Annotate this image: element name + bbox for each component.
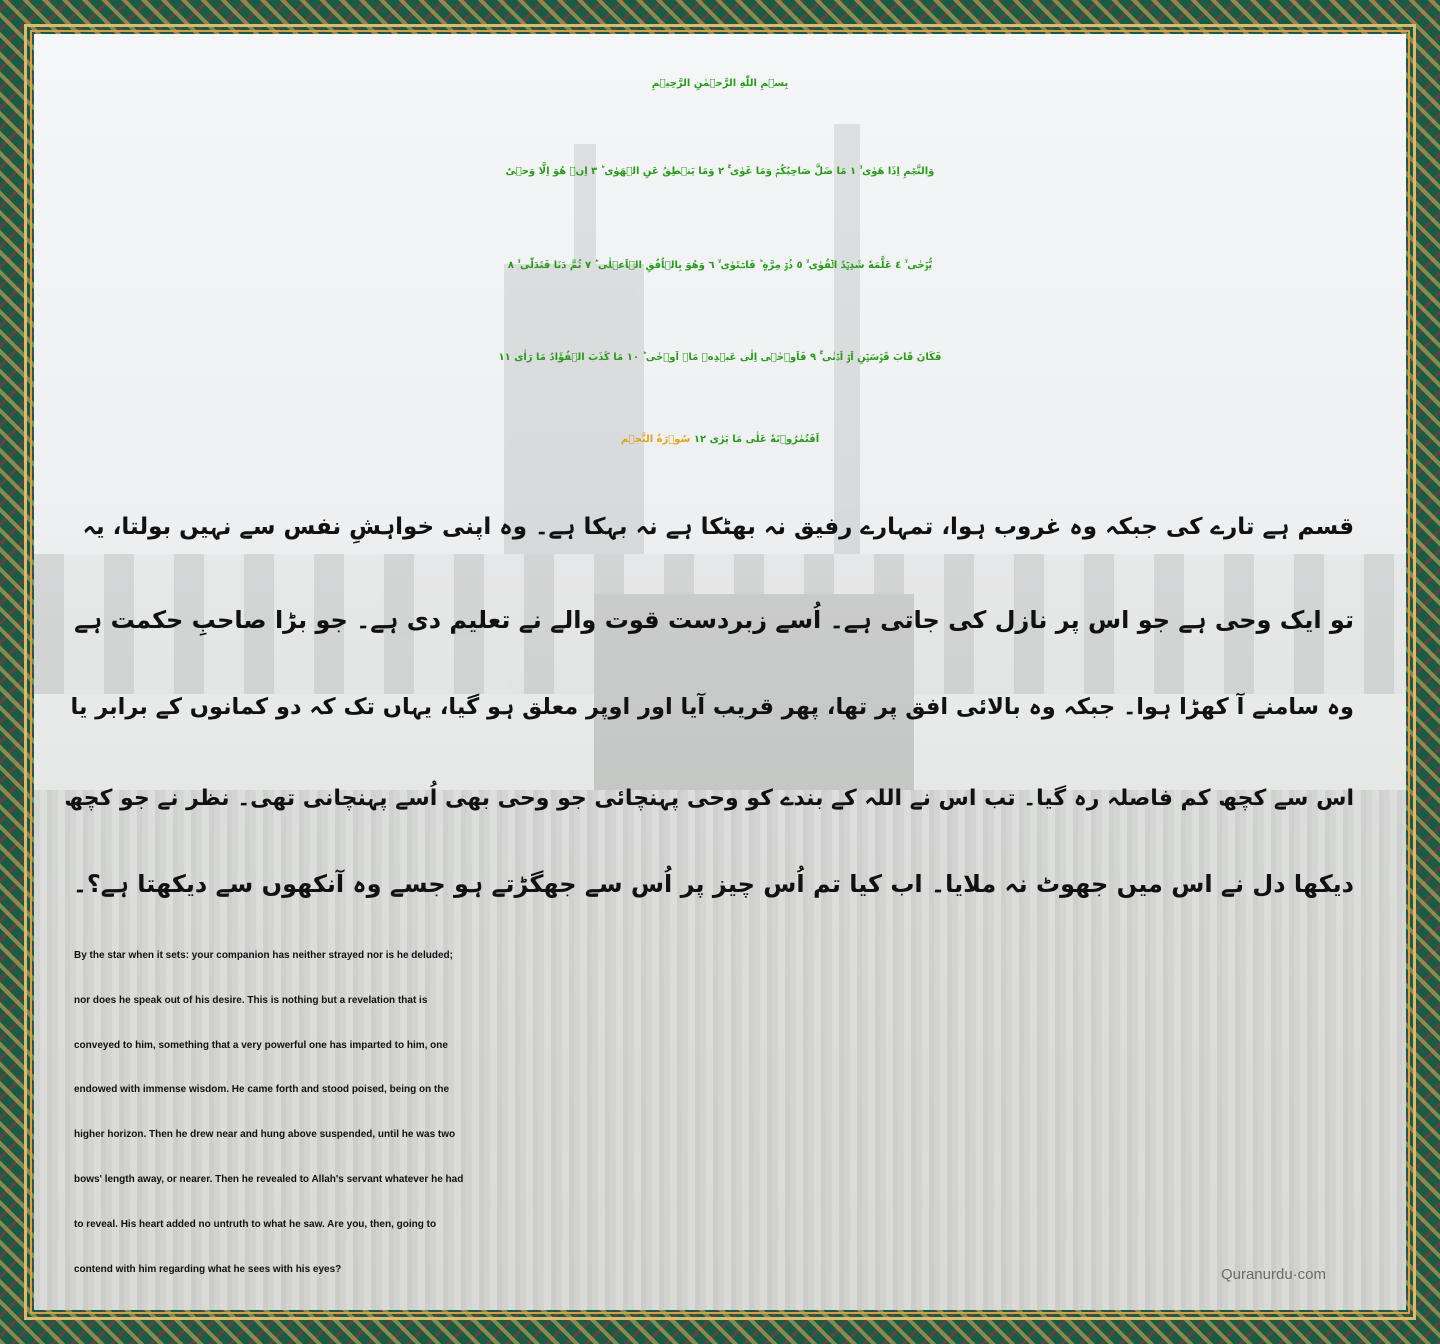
urdu-translation-line-4: اس سے کچھ کم فاصلہ رہ گیا۔ تب اس نے اللہ کے بندے کو وحی پہنچائی جو وحی بھی اُسے پہنچانی تھی۔ نظر نے جو کچھ [64, 786, 1354, 811]
arabic-verse-line-3: فَكَانَ قَابَ قَوۡسَيۡنِ اَوۡ اَدۡنٰى‌ ۚ‏ ٩ فَاَوۡحٰۤى اِلٰى عَبۡدِهٖ مَاۤ اَوۡحٰى ؕ‏ ١٠ مَا كَذَبَ الۡفُؤَادُ مَا رَاٰى‏ ١١ [498, 352, 942, 363]
english-line-7: to reveal. His heart added no untruth to what he saw. Are you, then, going to [74, 1218, 437, 1230]
arabic-verse-line-4-text: اَفَتُمٰرُوۡنَهٗ عَلٰى مَا يَرٰى‏ ١٢ [693, 434, 820, 445]
content-panel [34, 34, 1406, 1310]
english-line-2: nor does he speak out of his desire. This is nothing but a revelation that is [74, 994, 428, 1006]
english-line-1: By the star when it sets: your companion has neither strayed nor is he deluded; [74, 950, 453, 961]
urdu-translation-line-3: وہ سامنے آ کھڑا ہوا۔ جبکہ وہ بالائی افق پر تھا، پھر قریب آیا اور اوپر معلق ہو گیا، یہاں تک کہ دو کمانوں کے برابر یا [70, 694, 1354, 720]
english-translation [74, 934, 1374, 1292]
urdu-translation-line-2: تو ایک وحی ہے جو اس پر نازل کی جاتی ہے۔ اُسے زبردست قوت والے نے تعلیم دی ہے۔ جو بڑا صاحبِ حکمت ہے [74, 606, 1354, 634]
arabic-verse-line-2: يُّوۡحٰى ۙ‏ ٤ عَلَّمَهٗ شَدِيۡدُ الۡقُوٰى ۙ‏ ٥ ذُوۡ مِرَّةٍ ؕ فَاسۡتَوٰى ۙ‏ ٦ وَهُوَ بِالۡاُفُقِ الۡاَعۡلٰى ؕ‏ ٧ ثُمَّ دَنَا فَتَدَلّٰى ۙ‏ ٨ [507, 260, 933, 271]
english-line-5: higher horizon. Then he drew near and hung above suspended, until he was two [74, 1129, 456, 1141]
english-line-8: contend with him regarding what he sees with his eyes? [74, 1263, 342, 1275]
surah-name: سُوۡرَةُ النَّجۡم [620, 434, 691, 445]
english-line-6: bows' length away, or nearer. Then he revealed to Allah's servant whatever he had [74, 1173, 464, 1185]
website-watermark: Quranurdu·com [1220, 1266, 1326, 1283]
urdu-translation-line-1: قسم ہے تارے کی جبکہ وہ غروب ہوا، تمہارے رفیق نہ بھٹکا ہے نہ بہکا ہے۔ وہ اپنی خواہشِ نفس سے نہیں بولتا، یہ [82, 514, 1354, 540]
bismillah: بِسۡمِ اللّٰهِ الرَّحۡمٰنِ الرَّحِيۡمِ [651, 78, 789, 89]
english-line-4: endowed with immense wisdom. He came forth and stood poised, being on the [74, 1084, 450, 1096]
urdu-translation-line-5: دیکھا دل نے اس میں جھوٹ نہ ملایا۔ اب کیا تم اُس چیز پر اُس سے جھگڑتے ہو جسے وہ آنکھوں سے دیکھتا ہے؟۔ [72, 870, 1354, 898]
arabic-verse-line-1: وَالنَّجۡمِ اِذَا هَوٰى ۙ‏ ١ مَا ضَلَّ صَاحِبُكُمۡ وَمَا غَوٰى‌ ۚ‏ ٢ وَمَا يَنۡطِقُ عَنِ الۡهَوٰى ؕ‏ ٣ اِنۡ هُوَ اِلَّا وَحۡىٌ [505, 166, 935, 177]
arabic-verse-line-4 [34, 434, 1406, 445]
english-line-3: conveyed to him, something that a very powerful one has imparted to him, one [74, 1039, 448, 1051]
